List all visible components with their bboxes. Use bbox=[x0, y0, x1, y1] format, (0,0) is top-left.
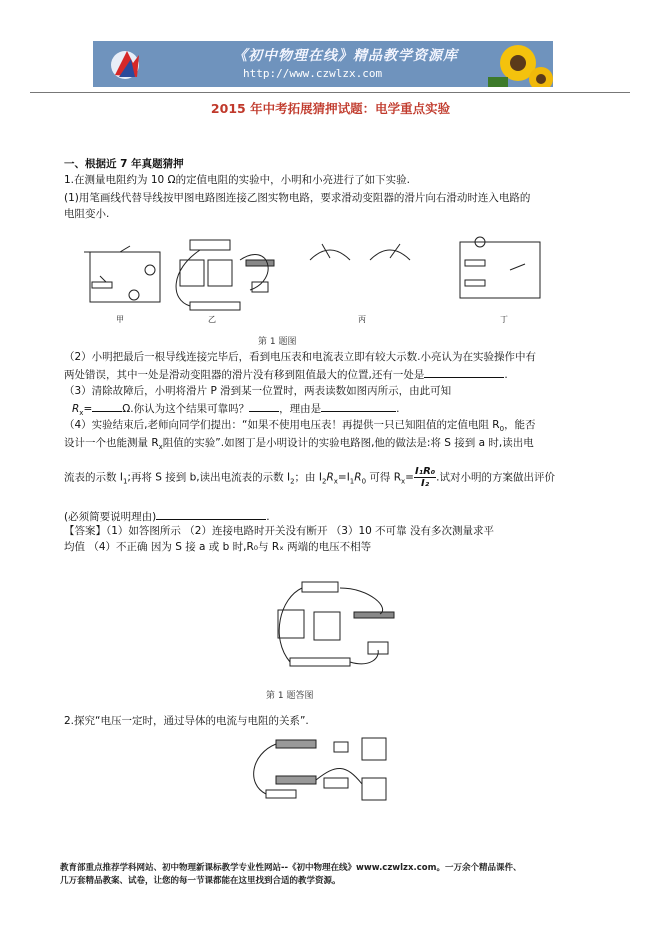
q1-p2-line2: 两处错误，其中一处是滑动变阻器的滑片没有移到阻值最大的位置,还有一处是 . bbox=[64, 366, 508, 383]
header-banner bbox=[93, 41, 553, 87]
banner-url[interactable]: http://www.czwlzx.com bbox=[243, 67, 383, 80]
q1-p4-line3: 流表的示数 $I_1$;再将 S 接到 b,读出电流表的示数 $I_2$；由 $I_2R_x=I_1R_0$ 可得 $R_x=$ $\frac{\text{I₁R₀}}{\text{I₂}}$ .试对小明的方案做出评价 bbox=[64, 466, 556, 489]
footer-line1: 教育部重点推荐学科网站、初中物理新课标教学专业性网站--《初中物理在线》www.czwlzx.com。一万余个精品课件、 bbox=[60, 863, 522, 873]
fig-label-bing: 丙 bbox=[358, 315, 366, 324]
physical-circuit-yi bbox=[176, 240, 274, 310]
answer-blank[interactable] bbox=[156, 508, 266, 520]
q1-p3-line2: $R_x= \Omega$.你认为这个结果可靠吗？ ，理由是 . bbox=[72, 400, 399, 421]
answer-fig-caption: 第 1 题答图 bbox=[266, 691, 314, 701]
q1-p3-line1: （3）清除故障后，小明将滑片 P 滑到某一位置时，两表读数如图丙所示，由此可知 bbox=[64, 385, 452, 397]
q1-fig-caption: 第 1 题图 bbox=[258, 337, 297, 347]
fig-label-ding: 丁 bbox=[500, 315, 508, 324]
banner-title: 《初中物理在线》精品教学资源库 bbox=[233, 48, 458, 64]
doc-title: 2015 年中考拓展猜押试题：电学重点实验 bbox=[210, 101, 451, 116]
q1-figure bbox=[80, 230, 590, 330]
q1-line1: 1.在测量电阻约为 10 Ω的定值电阻的实验中，小明和小亮进行了如下实验. bbox=[64, 174, 410, 186]
section-heading: 一、根据近 7 年真题猜押 bbox=[64, 158, 184, 170]
answer-blank[interactable] bbox=[424, 366, 504, 378]
q1-p4-line2: 设计一个也能测量 $R_x$阻值的实验”.如图丁是小明设计的实验电路图,他的做法是:将 S 接到 a 时,读出电 bbox=[64, 437, 534, 452]
footer-line2: 几万套精品教案、试卷，让您的每一节课都能在这里找到合适的教学资源。 bbox=[60, 876, 341, 886]
answer-blank[interactable] bbox=[249, 400, 279, 412]
q2-line1: 2.探究“电压一定时，通过导体的电流与电阻的关系”. bbox=[64, 715, 309, 727]
fig-label-jia: 甲 bbox=[116, 315, 124, 324]
answer-blank[interactable] bbox=[321, 400, 396, 412]
answer-blank[interactable] bbox=[92, 400, 122, 412]
q1-line3: 电阻变小. bbox=[64, 208, 110, 220]
circuit-diagram-ding bbox=[460, 237, 540, 298]
meters-bing bbox=[310, 244, 410, 260]
answer-line1: 【答案】（1）如答图所示 （2）连接电路时开关没有断开 （3）10 不可靠 没有多次测量求平 bbox=[64, 525, 495, 537]
fig-label-yi: 乙 bbox=[208, 315, 216, 324]
footer bbox=[60, 862, 521, 888]
q1-p4-line4: (必须简要说明理由) . bbox=[64, 508, 270, 525]
header-divider bbox=[30, 92, 630, 93]
q2-figure bbox=[246, 734, 396, 812]
circuit-diagram-jia bbox=[84, 246, 160, 302]
q1-line2: (1)用笔画线代替导线按甲图电路图连接乙图实物电路，要求滑动变阻器的滑片向右滑动时连入电路的 bbox=[64, 192, 531, 204]
answer-line2: 均值 （4）不正确 因为 S 接 a 或 b 时,R₀与 Rₓ 两端的电压不相等 bbox=[64, 541, 372, 553]
formula-fraction: $\frac{\text{I₁R₀}}{\text{I₂}}$ bbox=[414, 466, 436, 489]
answer-figure bbox=[260, 578, 400, 678]
q1-p2-line1: （2）小明把最后一根导线连接完毕后，看到电压表和电流表立即有较大示数.小亮认为在实验操作中有 bbox=[64, 351, 537, 363]
q1-p4-line1: （4）实验结束后,老师向同学们提出：“如果不使用电压表！再提供一只已知阻值的定值电阻 $R_0$，能否 bbox=[64, 419, 536, 434]
